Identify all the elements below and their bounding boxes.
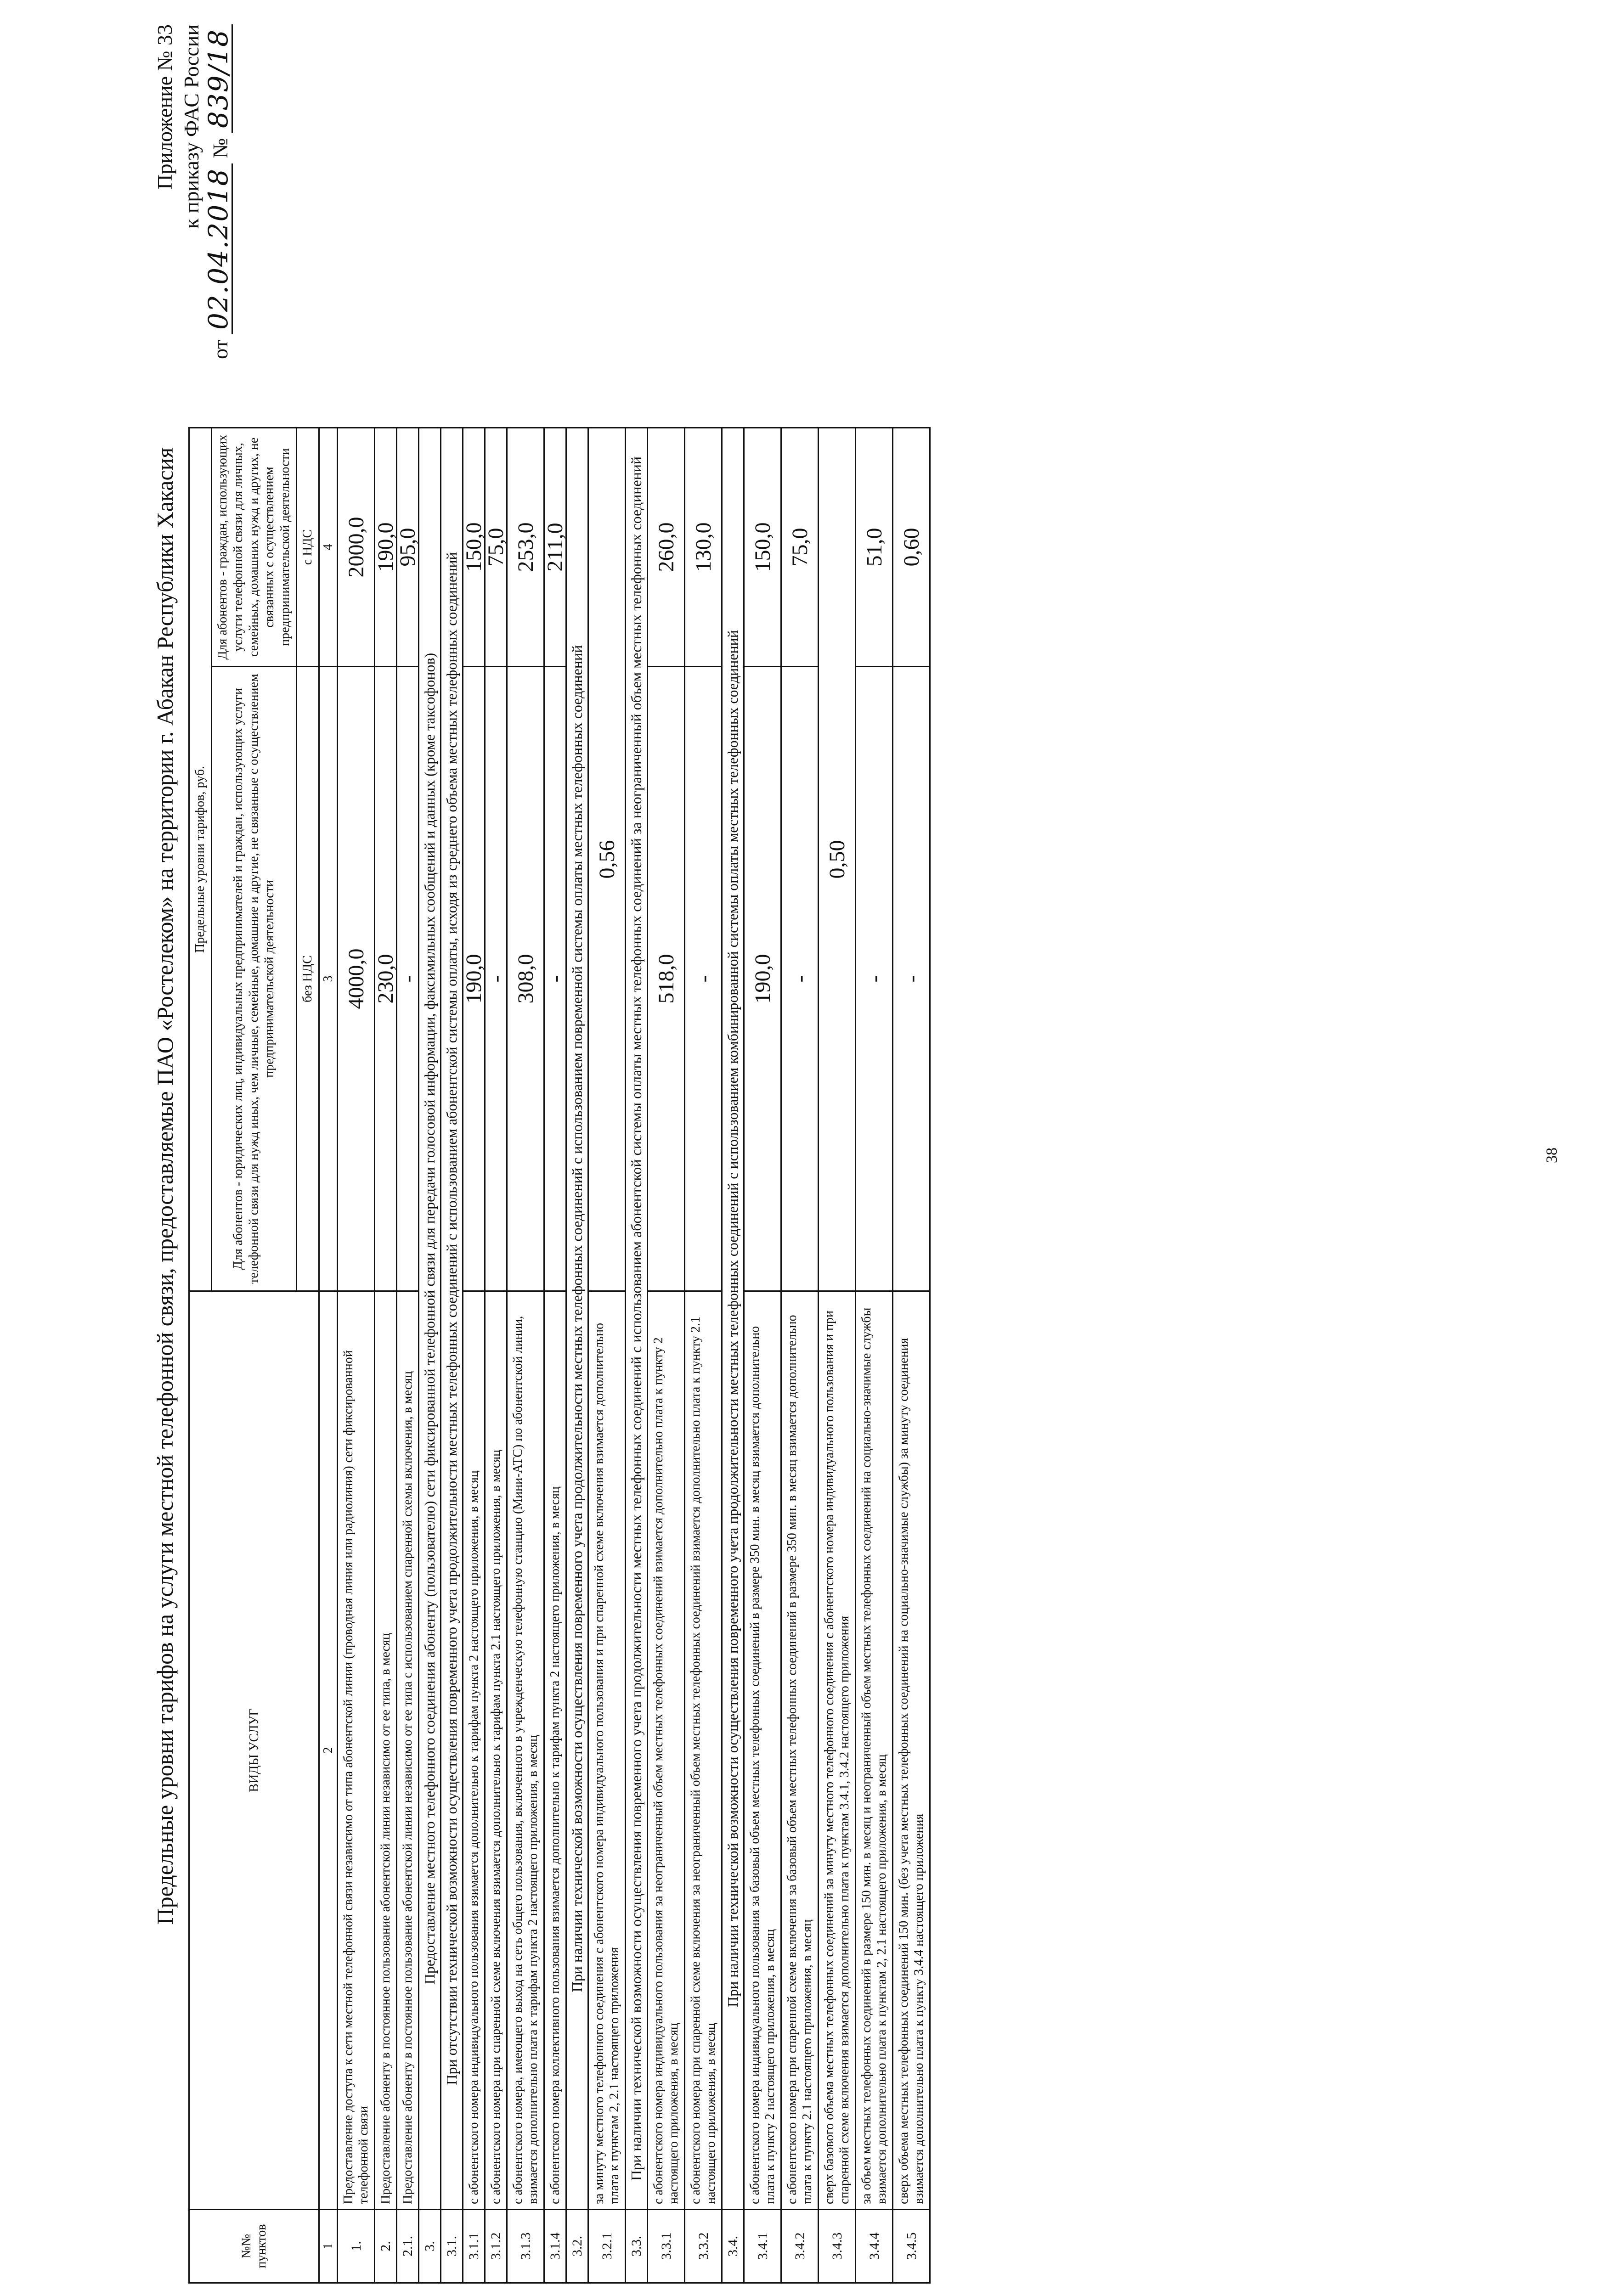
table-row [648, 428, 685, 2283]
row-number: 3.1.3 [507, 2210, 544, 2283]
table-row [685, 428, 722, 2283]
row-number: 3.1.2 [485, 2210, 507, 2283]
tariff-citizens-with-vat: 253,0 [507, 428, 544, 667]
row-number: 3. [419, 2210, 441, 2283]
tariff-citizens-with-vat: 51,0 [856, 428, 893, 667]
table-row [893, 428, 930, 2283]
tariff-legal-without-vat: 190,0 [463, 667, 485, 1291]
table-row [626, 428, 648, 2283]
tariff-legal-without-vat: - [485, 667, 507, 1291]
appendix-title: Приложение № 33 [153, 24, 176, 190]
table-row [856, 428, 893, 2283]
table-row [722, 428, 744, 2283]
row-number: 2. [375, 2210, 397, 2283]
tariff-legal-without-vat: - [856, 667, 893, 1291]
table-row [338, 428, 375, 2283]
tariff-value-merged: 0,50 [819, 428, 856, 1291]
tariff-citizens-with-vat: 75,0 [781, 428, 819, 667]
tariff-citizens-with-vat: 150,0 [463, 428, 485, 667]
service-description: за объем местных телефонных соединений в размере 150 мин. в месяц и неограниченный объем местных телефонных соединений на социально-значимые службы взимается дополнительно плата к пунктам 2, 2.1 настоящего приложения, в месяц [856, 1291, 893, 2210]
document-title: Предельные уровни тарифов на услуги местной телефонной связи, предоставляемые ПАО «Ростелеком» на территории г. Абакан Республики Хакасия [152, 447, 178, 1925]
row-number: 3.4.1 [744, 2210, 781, 2283]
column-number: 3 [319, 667, 338, 1291]
column-number: 4 [319, 428, 338, 667]
tariff-value-merged: 0,56 [588, 428, 626, 1291]
number-label: № [209, 138, 232, 158]
row-number: 3.3.1 [648, 2210, 685, 2283]
tariff-legal-without-vat: - [685, 667, 722, 1291]
row-number: 3.2.1 [588, 2210, 626, 2283]
header-without-vat: без НДС [297, 667, 319, 1291]
table-row [544, 428, 566, 2283]
row-number: 3.3.2 [685, 2210, 722, 2283]
header-legal-entities: Для абонентов - юридических лиц, индивидуальных предпринимателей и граждан, использующих услуги телефонной связи для нужд иных, чем личные, семейные, домашние и другие, не связанные с осуществлением предпринимательской деятельности [212, 667, 297, 1291]
row-number: 3.2. [566, 2210, 588, 2283]
column-number: 2 [319, 1291, 338, 2210]
appendix-order-ref: к приказу ФАС России [180, 24, 203, 229]
service-description: сверх объема местных телефонных соединений 150 мин. (без учета местных телефонных соединений на социально-значимые службы) за минуту соединения взимается дополнительно плата к пункту 3.4.4 настоящего приложения [893, 1291, 930, 2210]
column-number: 1 [319, 2210, 338, 2283]
row-number: 3.1. [441, 2210, 463, 2283]
tariff-legal-without-vat: - [544, 667, 566, 1291]
row-number: 3.4.4 [856, 2210, 893, 2283]
tariff-citizens-with-vat: 150,0 [744, 428, 781, 667]
table-row [419, 428, 441, 2283]
row-number: 2.1. [397, 2210, 419, 2283]
table-row [588, 428, 626, 2283]
header-with-vat: с НДС [297, 428, 319, 667]
tariff-citizens-with-vat: 190,0 [375, 428, 397, 667]
tariff-table [188, 427, 931, 2284]
tariff-legal-without-vat: - [893, 667, 930, 1291]
row-number: 3.4.3 [819, 2210, 856, 2283]
tariff-citizens-with-vat: 95,0 [397, 428, 419, 667]
appendix-date-line [205, 24, 234, 419]
service-description: с абонентского номера при спаренной схеме включения за неограниченный объем местных телефонных соединений взимается дополнительно плата к пункту 2.1 настоящего приложения, в месяц [685, 1291, 722, 2210]
table-row [441, 428, 463, 2283]
tariff-legal-without-vat: 518,0 [648, 667, 685, 1291]
table-row [744, 428, 781, 2283]
table-row [507, 428, 544, 2283]
table-row [463, 428, 485, 2283]
row-number: 3.1.1 [463, 2210, 485, 2283]
row-number: 3.4. [722, 2210, 744, 2283]
row-number: 3.4.2 [781, 2210, 819, 2283]
section-heading: При наличии технической возможности осуществления повременного учета продолжительности местных телефонных соединений с использованием абонентской системы оплаты местных телефонных соединений за неограниченный объем местных телефонных соединений [626, 428, 648, 2210]
service-description: с абонентского номера индивидуального пользования взимается дополнительно к тарифам пункта 2 настоящего приложения, в месяц [463, 1291, 485, 2210]
row-number: 3.3. [626, 2210, 648, 2283]
row-number: 1. [338, 2210, 375, 2283]
tariff-citizens-with-vat: 75,0 [485, 428, 507, 667]
table-row [781, 428, 819, 2283]
tariff-citizens-with-vat: 211,0 [544, 428, 566, 667]
service-description: с абонентского номера коллективного пользования взимается дополнительно к тарифам пункта 2 настоящего приложения, в месяц [544, 1291, 566, 2210]
table-row [485, 428, 507, 2283]
header-citizens: Для абонентов - граждан, использующих услуги телефонной связи для личных, семейных, домашних нужд и других, не связанных с осуществлением предпринимательской деятельности [212, 428, 297, 667]
service-description: с абонентского номера индивидуального пользования за неограниченный объем местных телефонных соединений взимается дополнительно плата к пункту 2 настоящего приложения, в месяц [648, 1291, 685, 2210]
table-row [566, 428, 588, 2283]
service-description: с абонентского номера, имеющего выход на сеть общего пользования, включенного в учрежденческую телефонную станцию (Мини-АТС) по абонентской линии, взимается дополнительно плата к тарифам пункта 2 настоящего приложения, в месяц [507, 1291, 544, 2210]
tariff-legal-without-vat: 4000,0 [338, 667, 375, 1291]
service-description: Предоставление доступа к сети местной телефонной связи независимо от типа абонентской линии (проводная линия или радиолиния) сети фиксированной телефонной связи [338, 1291, 375, 2210]
service-description: Предоставление абоненту в постоянное пользование абонентской линии независимо от ее типа с использованием спаренной схемы включения, в месяц [397, 1291, 419, 2210]
handwritten-date: 02.04.2018 [205, 163, 233, 334]
row-number: 3.1.4 [544, 2210, 566, 2283]
service-description: за минуту местного телефонного соединения с абонентского номера индивидуального пользования и при спаренной схеме включения взимается дополнительно плата к пунктам 2, 2.1 настоящего приложения [588, 1291, 626, 2210]
page-number: 38 [1543, 1148, 1560, 1163]
tariff-legal-without-vat: - [781, 667, 819, 1291]
service-description: сверх базового объема местных телефонных соединений за минуту местного телефонного соединения с абонентского номера индивидуального пользования и при спаренной схеме включения взимается дополнительно плата к пунктам 3.4.1, 3.4.2 настоящего приложения [819, 1291, 856, 2210]
table-row [397, 428, 419, 2283]
tariff-citizens-with-vat: 0,60 [893, 428, 930, 667]
handwritten-number: 839/18 [205, 24, 233, 133]
table-row [375, 428, 397, 2283]
row-number: 3.4.5 [893, 2210, 930, 2283]
table-row [819, 428, 856, 2283]
tariff-legal-without-vat: 230,0 [375, 667, 397, 1291]
service-description: с абонентского номера при спаренной схеме включения за базовый объем местных телефонных соединений в размере 350 мин. в месяц взимается дополнительно плата к пункту 2.1 настоящего приложения, в месяц [781, 1291, 819, 2210]
section-heading: При наличии технической возможности осуществления повременного учета продолжительности местных телефонных соединений с использованием повременной системы оплаты местных телефонных соединений [566, 428, 588, 2210]
header-services: ВИДЫ УСЛУГ [189, 1291, 319, 2210]
tariff-citizens-with-vat: 130,0 [685, 428, 722, 667]
header-num: №№ пунктов [189, 2210, 319, 2283]
tariff-legal-without-vat: 308,0 [507, 667, 544, 1291]
from-label: от [209, 339, 232, 360]
tariff-citizens-with-vat: 260,0 [648, 428, 685, 667]
tariff-legal-without-vat: 190,0 [744, 667, 781, 1291]
section-heading: При наличии технической возможности осуществления повременного учета продолжительности местных телефонных соединений с использованием комбинированной системы оплаты местных телефонных соединений [722, 428, 744, 2210]
tariff-legal-without-vat: - [397, 667, 419, 1291]
service-description: Предоставление абоненту в постоянное пользование абонентской линии независимо от ее типа, в месяц [375, 1291, 397, 2210]
service-description: с абонентского номера при спаренной схеме включения взимается дополнительно к тарифам пункта 2.1 настоящего приложения, в месяц [485, 1291, 507, 2210]
header-limits: Предельные уровни тарифов, руб. [189, 428, 212, 1291]
tariff-citizens-with-vat: 2000,0 [338, 428, 375, 667]
section-heading: При отсутствии технической возможности осуществления повременного учета продолжительности местных телефонных соединений с использованием абонентской системы оплаты, исходя из среднего объема местных телефонных соединений [441, 428, 463, 2210]
section-heading: Предоставление местного телефонного соединения абоненту (пользователю) сети фиксированной телефонной связи для передачи голосовой информации, факсимильных сообщений и данных (кроме таксофонов) [419, 428, 441, 2210]
service-description: с абонентского номера индивидуального пользования за базовый объем местных телефонных соединений в размере 350 мин. в месяц взимается дополнительно плата к пункту 2 настоящего приложения, в месяц [744, 1291, 781, 2210]
